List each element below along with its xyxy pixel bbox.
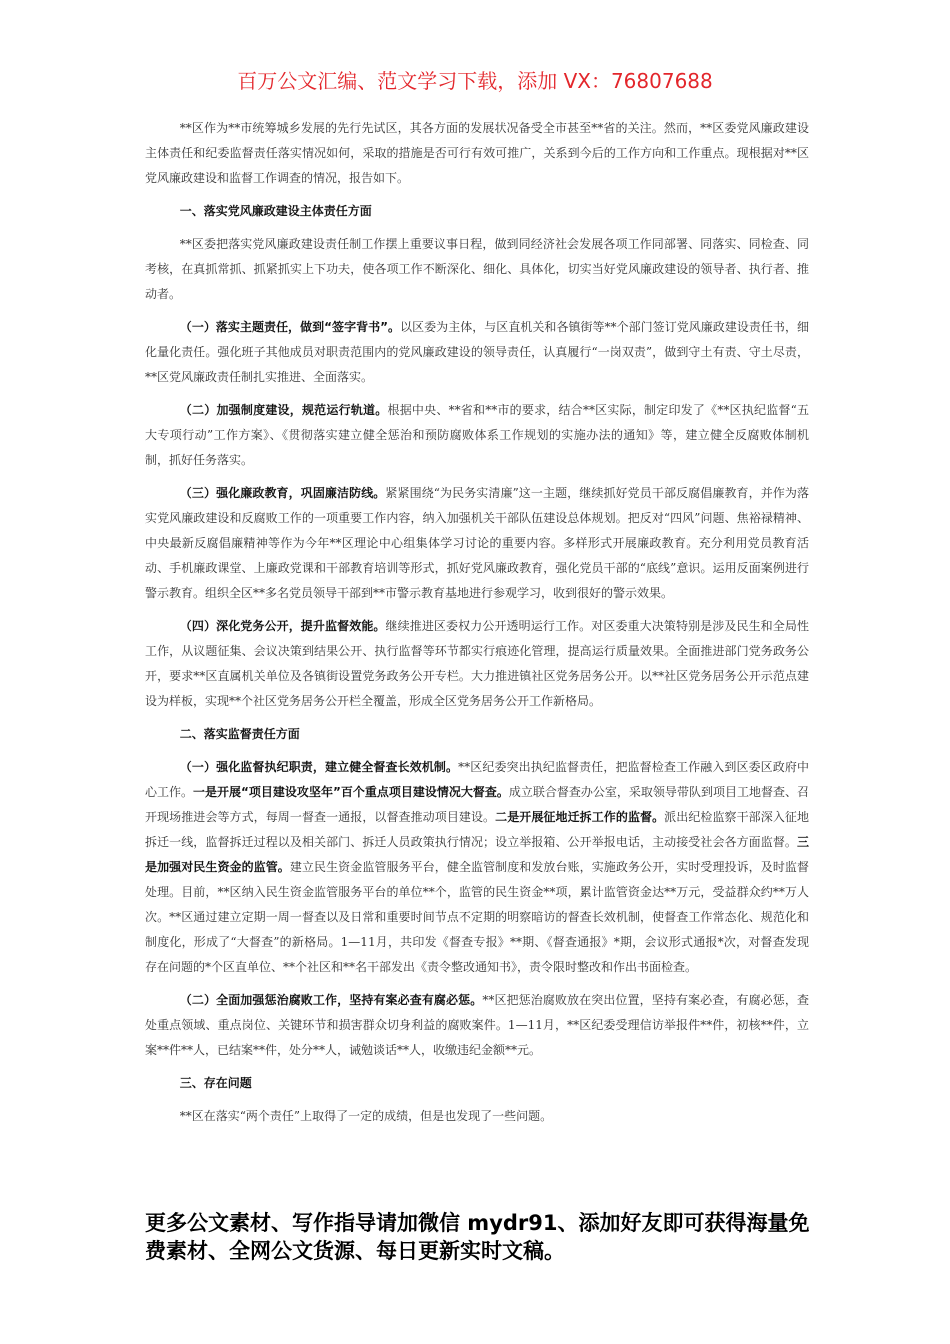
paragraph: **区在落实“两个责任”上取得了一定的成绩，但是也发现了一些问题。 <box>179 1109 553 1123</box>
bold-point: 二是开展征地迁拆工作的监督。 <box>495 810 665 824</box>
paragraph-text: 派出纪检监察干部深入征地拆迁一线，监督拆迁过程以及相关部门、拆迁人员政策执行情况；设立举报箱、公开举报电话，主动接受社会各方面监督。 <box>145 810 809 849</box>
heading-text: 三、存在问题 <box>179 1076 252 1090</box>
subheading: （三）强化廉政教育，巩固廉洁防线。 <box>179 486 386 500</box>
section-heading-2 <box>145 722 809 747</box>
paragraph-text: **区把惩治腐败放在突出位置，坚持有案必查，有腐必惩，查处重点领域、重点岗位、关键环节和损害群众切身利益的腐败案件。1—11月，**区纪委受理信访举报件**件，初核**件，立案**件**人，已结案**件，处分**人，诫勉谈话**人，收缴违纪金额**元。 <box>145 993 809 1057</box>
subheading: （四）深化党务公开，提升监督效能。 <box>179 619 386 633</box>
subheading: （二）加强制度建设，规范运行轨道。 <box>179 403 388 417</box>
bold-point: 三是加强对民生资金的监管。 <box>145 835 809 874</box>
paragraph <box>145 315 809 390</box>
paragraph <box>145 988 809 1063</box>
watermark-title: 百万公文汇编、范文学习下载，添加 VX：76807688 <box>237 69 713 93</box>
paragraph <box>145 614 809 714</box>
intro-paragraph: **区作为**市统筹城乡发展的先行先试区，其各方面的发展状况备受全市甚至**省的关注。然而，**区委党风廉政建设主体责任和纪委监督责任落实情况如何，采取的措施是否可行有效可推广，关系到今后的工作方向和工作重点。现根据对**区党风廉政建设和监督工作调查的情况，报告如下。 <box>145 121 809 185</box>
promo-footer: 更多公文素材、写作指导请加微信 mydr91、添加好友即可获得海量免费素材、全网公文货源、每日更新实时文稿。 <box>145 1211 810 1263</box>
subheading: （一）落实主题责任，做到“签字背书”。 <box>179 320 401 334</box>
heading-text: 二、落实监督责任方面 <box>179 727 300 741</box>
paragraph-text: 建立民生资金监管服务平台，健全监管制度和发放台账，实施政务公开，实时受理投诉，及时监督处理。目前，**区纳入民生资金监管服务平台的单位**个，监管的民生资金**项，累计监管资金达**万元，受益群众约**万人次。**区通过建立定期一周一督查以及日常和重要时间节点不定期的明察暗访的督查长效机制，使督查工作常态化、规范化和制度化，形成了“大督查”的新格局。1—11月，共印发《督查专报》**期、《督查通报》*期，会议形式通报*次，对督查发现存在问题的*个区直单位、**个社区和**名干部发出《责令整改通知书》，责令限时整改和作出书面检查。 <box>145 860 809 974</box>
paragraph-text: 根据中央、**省和**市的要求，结合**区实际，制定印发了《**区执纪监督“五大专项行动”工作方案》、《贯彻落实建立健全惩治和预防腐败体系工作规划的实施办法的通知》等，建立健全反腐败体制机制，抓好任务落实。 <box>145 403 809 467</box>
paragraph-text: 继续推进区委权力公开透明运行工作。对区委重大决策特别是涉及民生和全局性工作，从议题征集、会议决策到结果公开、执行监督等环节都实行痕迹化管理，提高运行质量效果。全面推进部门党务政务公开，要求**区直属机关单位及各镇街设置党务政务公开专栏。大力推进镇社区党务居务公开。以**社区党务居务公开示范点建设为样板，实现**个社区党务居务公开栏全覆盖，形成全区党务居务公开工作新格局。 <box>145 619 809 708</box>
heading-text: 一、落实党风廉政建设主体责任方面 <box>179 204 372 218</box>
paragraph-text: 紧紧围绕“为民务实清廉”这一主题，继续抓好党员干部反腐倡廉教育，并作为落实党风廉政建设和反腐败工作的一项重要工作内容，纳入加强机关干部队伍建设总体规划。把反对“四风”问题、焦裕禄精神、中央最新反腐倡廉精神等作为今年**区理论中心组集体学习讨论的重要内容。多样形式开展廉政教育。充分利用党员教育活动、手机廉政课堂、上廉政党课和干部教育培训等形式，抓好党风廉政教育，强化党员干部的“底线”意识。运用反面案例进行警示教育。组织全区**多名党员领导干部到**市警示教育基地进行参观学习，收到很好的警示效果。 <box>145 486 809 600</box>
paragraph: **区委把落实党风廉政建设责任制工作摆上重要议事日程，做到同经济社会发展各项工作同部署、同落实、同检查、同考核，在真抓常抓、抓紧抓实上下功夫，使各项工作不断深化、细化、具体化，切实当好党风廉政建设的领导者、执行者、推动者。 <box>145 237 809 301</box>
paragraph-text: **区纪委突出执纪监督责任，把监督检查工作融入到区委区政府中心工作。 <box>145 760 809 799</box>
document-body <box>145 116 809 1137</box>
section-heading-1 <box>145 199 809 224</box>
subheading: （二）全面加强惩治腐败工作，坚持有案必查有腐必惩。 <box>179 993 483 1007</box>
paragraph-text: 成立联合督查办公室，采取领导带队到项目工地督查、召开现场推进会等方式，每周一督查一通报，以督查推动项目建设。 <box>145 785 809 824</box>
section-heading-3 <box>145 1071 809 1096</box>
subheading: （一）强化监督执纪职责，建立健全督查长效机制。 <box>179 760 459 774</box>
paragraph <box>145 481 809 606</box>
paragraph <box>145 755 809 980</box>
paragraph <box>145 398 809 473</box>
paragraph-text: 以区委为主体，与区直机关和各镇街等**个部门签订党风廉政建设责任书，细化量化责任。强化班子其他成员对职责范围内的党风廉政建设的领导责任，认真履行“一岗双责”，做到守土有责、守土尽责，**区党风廉政责任制扎实推进、全面落实。 <box>145 320 809 384</box>
bold-point: 一是开展“项目建设攻坚年”百个重点项目建设情况大督查。 <box>193 785 509 799</box>
